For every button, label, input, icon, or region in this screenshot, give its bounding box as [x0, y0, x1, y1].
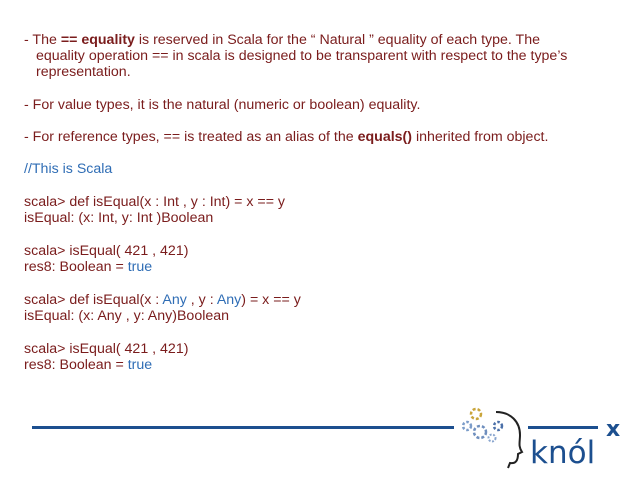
code-line-type-any: isEqual: (x: Any , y: Any)Boolean	[24, 308, 230, 324]
bold-term-equals: equals()	[357, 129, 412, 145]
code-type-any: Any	[162, 292, 187, 308]
code-value-true: true	[127, 259, 153, 275]
code-type-any: Any	[216, 292, 242, 308]
code-value-true: true	[127, 357, 153, 373]
code-line-call-2: scala> isEqual( 421 , 421)	[24, 341, 189, 357]
code-text: ) = x == y	[241, 292, 301, 308]
code-comment: //This is Scala	[24, 161, 113, 177]
bullet-equality-line2: equality operation == in scala is designed to be transparent with respect to the type’s	[36, 48, 568, 64]
code-text: , y :	[186, 292, 217, 308]
bullet-equality-line3: representation.	[36, 64, 131, 80]
footer-rule-right	[528, 426, 598, 429]
bullet-text: is reserved in Scala for the “ Natural ” equality of each type. The	[134, 32, 541, 48]
knolx-logo-superscript: x	[606, 417, 621, 442]
bullet-text: - For reference types, == is treated as an alias of the	[24, 129, 358, 145]
code-text: res8: Boolean =	[24, 357, 128, 373]
knolx-head-icon	[456, 402, 532, 474]
bullet-value-types: - For value types, it is the natural (numeric or boolean) equality.	[24, 97, 421, 113]
code-line-def-int: scala> def isEqual(x : Int , y : Int) = x == y	[24, 194, 286, 210]
bold-term-equality: == equality	[60, 32, 135, 48]
footer-rule-left	[32, 426, 454, 429]
knolx-logo-text	[530, 436, 595, 470]
bullet-text: - The	[24, 32, 61, 48]
code-line-result-1	[24, 258, 152, 276]
code-text: res8: Boolean =	[24, 259, 128, 275]
code-line-call-1: scala> isEqual( 421 , 421)	[24, 243, 189, 259]
bullet-reference-types	[24, 128, 548, 146]
code-text: scala> def isEqual(x :	[24, 292, 163, 308]
code-line-result-2	[24, 356, 152, 374]
logo-wordmark: knól	[530, 435, 596, 471]
code-line-type-int: isEqual: (x: Int, y: Int )Boolean	[24, 210, 214, 226]
bullet-text: inherited from object.	[412, 129, 549, 145]
